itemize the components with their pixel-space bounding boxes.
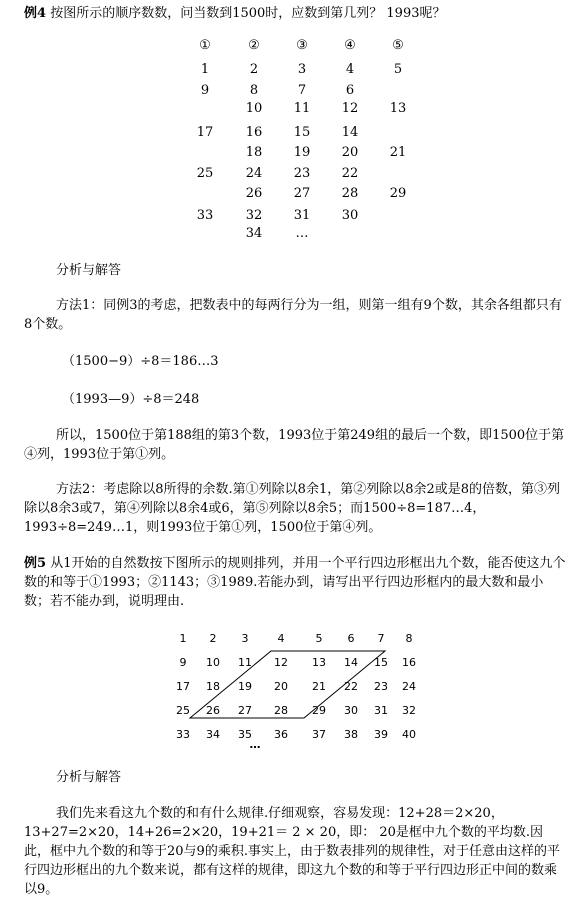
grid-cell: 22 (344, 680, 358, 693)
grid-cell: 11 (238, 656, 252, 669)
table-cell: 10 (245, 101, 263, 116)
column-header: ③ (296, 38, 308, 53)
table-cell: 23 (293, 166, 311, 181)
example4-label: 例4 (24, 6, 47, 21)
table-cell: 7 (297, 83, 307, 98)
table-cell: 12 (341, 101, 359, 116)
table-cell: 5 (393, 62, 403, 77)
table-cell: 9 (200, 83, 210, 98)
grid-cell: 8 (405, 632, 413, 645)
grid-cell: 21 (312, 680, 326, 693)
grid-cell: 39 (374, 728, 388, 741)
table-cell: 27 (293, 186, 311, 201)
table-cell: 8 (249, 83, 259, 98)
table-cell: 16 (245, 125, 263, 140)
table-cell: 22 (341, 166, 359, 181)
example5-question-text: 从1开始的自然数按下图所示的规则排列，并用一个平行四边形框出九个数，能否使这九个数的和等于①1993；②1143；③1989.若能办到，请写出平行四边形框内的最大数和最小数；若不能办到，说明理由. (24, 556, 566, 609)
example4-equation-2: （1993—9）÷8＝248 (62, 392, 200, 407)
column-header: ① (199, 38, 211, 53)
table-cell: 17 (196, 125, 214, 140)
table-cell: 11 (293, 101, 311, 116)
grid-cell: 3 (241, 632, 249, 645)
table-cell: 1 (200, 62, 210, 77)
example4-equation-1: （1500−9）÷8＝186…3 (62, 354, 219, 369)
table-cell: 18 (245, 145, 263, 160)
example4-conclusion: 所以，1500位于第188组的第3个数，1993位于第249组的最后一个数，即1500位于第④列，1993位于第①列。 (24, 428, 565, 462)
grid-cell: 26 (206, 704, 220, 717)
grid-cell: 12 (274, 656, 288, 669)
grid-cell: 9 (179, 656, 187, 669)
table-cell: 28 (341, 186, 359, 201)
table-cell: 34 (245, 226, 263, 241)
grid-cell: 28 (274, 704, 288, 717)
grid-cell: 32 (402, 704, 416, 717)
grid-ellipsis: … (249, 738, 261, 751)
grid-cell: 37 (312, 728, 326, 741)
grid-cell: 20 (274, 680, 288, 693)
example4-method2: 方法2：考虑除以8所得的余数.第①列除以8余1，第②列除以8余2或是8的倍数，第③列除以8余3或7，第④列除以8余4或6，第⑤列除以8余5；而1500÷8=187…4，1993÷8=249…1，则1993位于第①列，1500位于第④列。 (24, 482, 561, 535)
table-cell: 30 (341, 208, 359, 223)
column-header: ⑤ (392, 38, 404, 53)
table-cell: 20 (341, 145, 359, 160)
grid-cell: 33 (176, 728, 190, 741)
table-cell: 21 (389, 145, 407, 160)
example5-label: 例5 (24, 556, 47, 571)
grid-cell: 29 (312, 704, 326, 717)
table-cell: 33 (196, 208, 214, 223)
grid-cell: 1 (179, 632, 187, 645)
example4-question-text: 按图所示的顺序数数，问当数到1500时，应数到第几列？ 1993呢？ (50, 6, 446, 21)
table-cell: 6 (345, 83, 355, 98)
grid-cell: 35 (238, 728, 252, 741)
table-cell: 31 (293, 208, 311, 223)
table-cell: 25 (196, 166, 214, 181)
grid-cell: 31 (374, 704, 388, 717)
table-cell: 2 (249, 62, 259, 77)
example5-analysis-heading: 分析与解答 (56, 770, 122, 785)
column-header: ② (248, 38, 260, 53)
grid-cell: 25 (176, 704, 190, 717)
grid-cell: 4 (277, 632, 285, 645)
grid-cell: 7 (377, 632, 385, 645)
grid-cell: 24 (402, 680, 416, 693)
table-cell: 13 (389, 101, 407, 116)
table-cell: 26 (245, 186, 263, 201)
example4-method1: 方法1：同例3的考虑，把数表中的每两行分为一组，则第一组有9个数，其余各组都只有8个数。 (24, 298, 562, 332)
example4-analysis-heading: 分析与解答 (56, 263, 122, 278)
grid-cell: 2 (209, 632, 217, 645)
table-cell: 29 (389, 186, 407, 201)
grid-cell: 17 (176, 680, 190, 693)
table-cell: 14 (341, 125, 359, 140)
grid-cell: 40 (402, 728, 416, 741)
grid-cell: 19 (238, 680, 252, 693)
grid-cell: 13 (312, 656, 326, 669)
grid-cell: 18 (206, 680, 220, 693)
grid-cell: 38 (344, 728, 358, 741)
grid-cell: 30 (344, 704, 358, 717)
grid-cell: 27 (238, 704, 252, 717)
grid-cell: 34 (206, 728, 220, 741)
table-cell: 3 (297, 62, 307, 77)
table-cell: 4 (345, 62, 355, 77)
table-cell: 24 (245, 166, 263, 181)
grid-cell: 5 (315, 632, 323, 645)
grid-cell: 6 (347, 632, 355, 645)
table-cell: 19 (293, 145, 311, 160)
grid-cell: 15 (374, 656, 388, 669)
grid-cell: 23 (374, 680, 388, 693)
example5-analysis: 我们先来看这九个数的和有什么规律.仔细观察，容易发现：12+28＝2×20，13+27=2×20，14+26=2×20，19+21＝ 2 × 20，即： 20是框中九个数的平均数.因此，框中九个数的和等于20与9的乘积.事实上，由于数表排列的规律性，对于任意由这样的平行四边形框出的九个数来说，都有这样的规律，即这九个数的和等于平行四边形正中间的数乘以9。 (24, 806, 560, 897)
grid-cell: 36 (274, 728, 288, 741)
grid-cell: 16 (402, 656, 416, 669)
grid-cell: 10 (206, 656, 220, 669)
column-header: ④ (344, 38, 356, 53)
table-cell: 15 (293, 125, 311, 140)
table-cell: … (295, 226, 309, 241)
grid-cell: 14 (344, 656, 358, 669)
table-cell: 32 (245, 208, 263, 223)
